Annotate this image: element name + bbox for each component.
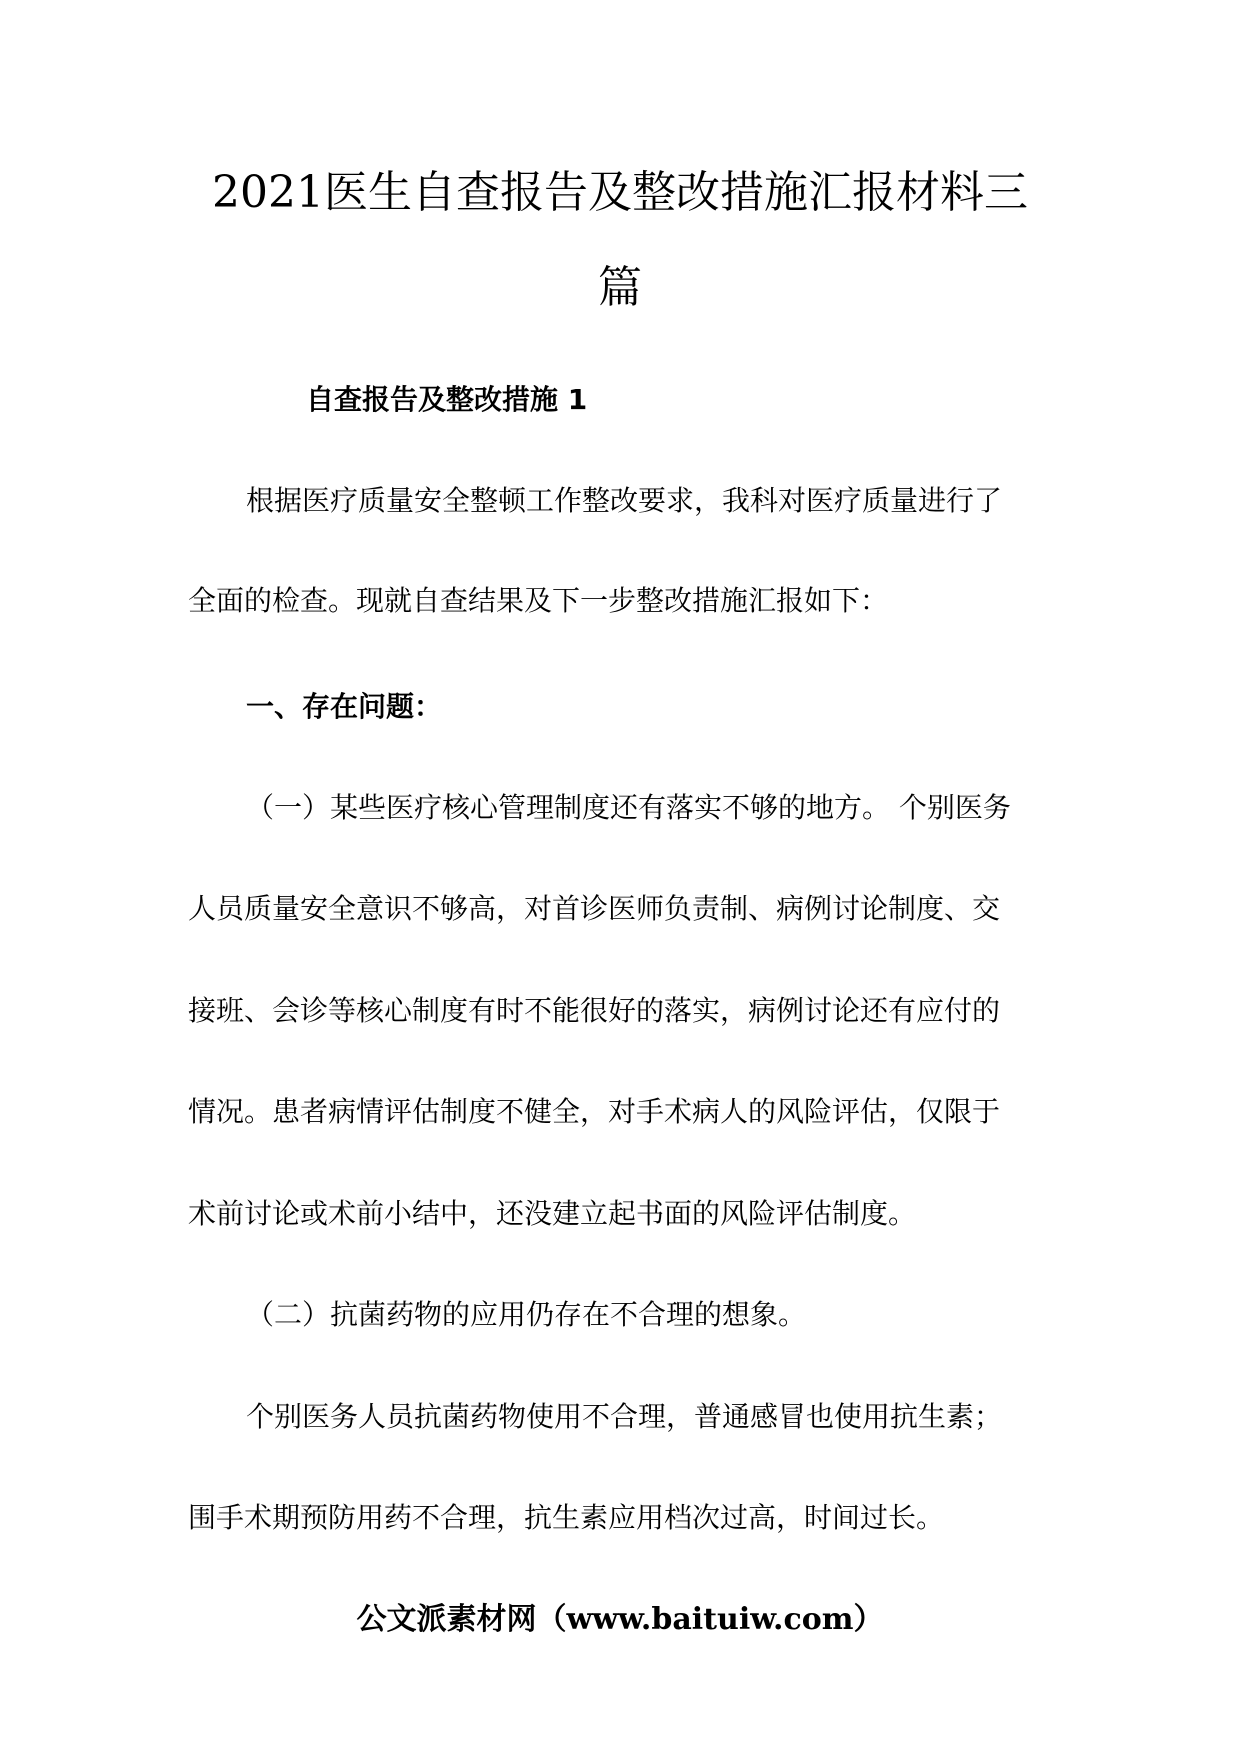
section-title: 自查报告及整改措施 1 [306, 383, 588, 416]
paragraph-line: 术前讨论或术前小结中，还没建立起书面的风险评估制度。 [188, 1197, 917, 1230]
paragraph-line: 围手术期预防用药不合理，抗生素应用档次过高，时间过长。 [188, 1501, 945, 1534]
document-title-line-1: 2021医生自查报告及整改措施汇报材料三 [212, 167, 1028, 218]
section-heading: 一、存在问题： [246, 690, 443, 723]
paragraph-line: 根据医疗质量安全整顿工作整改要求，我科对医疗质量进行了 [246, 484, 1003, 517]
paragraph-line: 全面的检查。现就自查结果及下一步整改措施汇报如下： [188, 584, 889, 617]
paragraph-line: （二）抗菌药物的应用仍存在不合理的想象。 [246, 1298, 807, 1331]
paragraph-line: 个别医务人员抗菌药物使用不合理，普通感冒也使用抗生素； [246, 1400, 1003, 1433]
paragraph-line: 情况。患者病情评估制度不健全，对手术病人的风险评估，仅限于 [188, 1095, 1001, 1128]
document-title-line-2: 篇 [598, 262, 642, 313]
paragraph-line: （一）某些医疗核心管理制度还有落实不够的地方。 个别医务 [246, 791, 1011, 824]
paragraph-line: 人员质量安全意识不够高，对首诊医师负责制、病例讨论制度、交 [188, 892, 1001, 925]
page-footer: 公文派素材网（www.baituiw.com） [356, 1602, 884, 1637]
paragraph-line: 接班、会诊等核心制度有时不能很好的落实，病例讨论还有应付的 [188, 994, 1001, 1027]
